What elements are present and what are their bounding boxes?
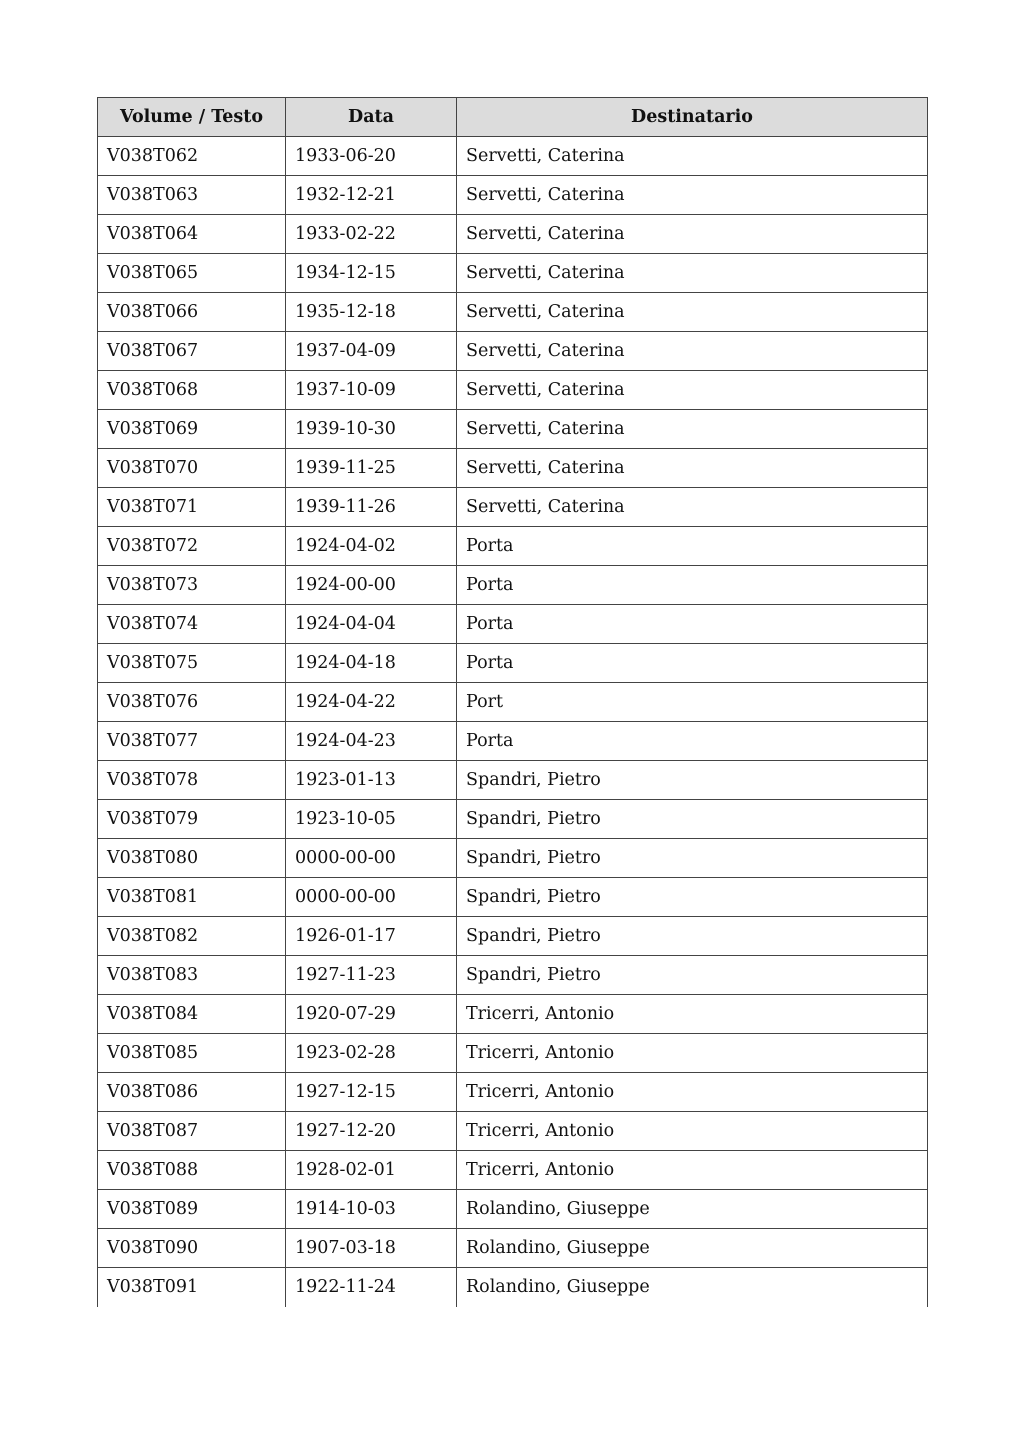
table-row — [98, 527, 928, 566]
table-row — [98, 644, 928, 683]
volume-testo-cell: V038T067 — [98, 332, 286, 371]
table-row — [98, 1034, 928, 1073]
table-row — [98, 683, 928, 722]
table-row — [98, 137, 928, 176]
data-cell: 1939-11-25 — [286, 449, 457, 488]
destinatario-cell: Spandri, Pietro — [457, 839, 928, 878]
destinatario-cell: Servetti, Caterina — [457, 176, 928, 215]
table-row — [98, 176, 928, 215]
table-row — [98, 293, 928, 332]
destinatario-cell: Porta — [457, 722, 928, 761]
volume-testo-cell: V038T075 — [98, 644, 286, 683]
data-cell: 1923-02-28 — [286, 1034, 457, 1073]
table-row — [98, 566, 928, 605]
data-cell: 1933-02-22 — [286, 215, 457, 254]
destinatario-cell: Porta — [457, 605, 928, 644]
volume-testo-cell: V038T081 — [98, 878, 286, 917]
data-cell: 1928-02-01 — [286, 1151, 457, 1190]
destinatario-cell: Rolandino, Giuseppe — [457, 1268, 928, 1307]
data-cell: 0000-00-00 — [286, 878, 457, 917]
destinatario-cell: Rolandino, Giuseppe — [457, 1229, 928, 1268]
data-cell: 1934-12-15 — [286, 254, 457, 293]
table-row — [98, 449, 928, 488]
destinatario-cell: Servetti, Caterina — [457, 137, 928, 176]
table-row — [98, 956, 928, 995]
volume-testo-cell: V038T070 — [98, 449, 286, 488]
volume-testo-cell: V038T072 — [98, 527, 286, 566]
destinatario-cell: Port — [457, 683, 928, 722]
volume-testo-cell: V038T087 — [98, 1112, 286, 1151]
data-cell: 1923-10-05 — [286, 800, 457, 839]
destinatario-cell: Spandri, Pietro — [457, 761, 928, 800]
destinatario-cell: Tricerri, Antonio — [457, 1034, 928, 1073]
table-row — [98, 800, 928, 839]
table-row — [98, 410, 928, 449]
data-cell: 1923-01-13 — [286, 761, 457, 800]
destinatario-cell: Porta — [457, 644, 928, 683]
table-row — [98, 1112, 928, 1151]
destinatario-cell: Tricerri, Antonio — [457, 1073, 928, 1112]
table-row — [98, 605, 928, 644]
data-cell: 1937-10-09 — [286, 371, 457, 410]
destinatario-cell: Servetti, Caterina — [457, 371, 928, 410]
data-cell: 1924-04-23 — [286, 722, 457, 761]
data-cell: 1924-04-18 — [286, 644, 457, 683]
volume-testo-cell: V038T062 — [98, 137, 286, 176]
destinatario-cell: Servetti, Caterina — [457, 293, 928, 332]
table-row — [98, 254, 928, 293]
destinatario-cell: Servetti, Caterina — [457, 449, 928, 488]
table-row — [98, 332, 928, 371]
volume-testo-cell: V038T065 — [98, 254, 286, 293]
data-cell: 1927-11-23 — [286, 956, 457, 995]
table-row — [98, 1073, 928, 1112]
data-cell: 1932-12-21 — [286, 176, 457, 215]
volume-testo-cell: V038T082 — [98, 917, 286, 956]
table-header-row — [98, 98, 928, 137]
table-row — [98, 371, 928, 410]
column-header-volume-testo: Volume / Testo — [98, 98, 286, 137]
destinatario-cell: Servetti, Caterina — [457, 332, 928, 371]
volume-testo-cell: V038T073 — [98, 566, 286, 605]
data-cell: 1914-10-03 — [286, 1190, 457, 1229]
data-cell: 1935-12-18 — [286, 293, 457, 332]
table-row — [98, 215, 928, 254]
volume-testo-cell: V038T085 — [98, 1034, 286, 1073]
table-row — [98, 1229, 928, 1268]
destinatario-cell: Spandri, Pietro — [457, 917, 928, 956]
data-cell: 1907-03-18 — [286, 1229, 457, 1268]
table-row — [98, 1151, 928, 1190]
data-cell: 1939-10-30 — [286, 410, 457, 449]
volume-testo-cell: V038T090 — [98, 1229, 286, 1268]
data-cell: 1922-11-24 — [286, 1268, 457, 1307]
volume-testo-cell: V038T084 — [98, 995, 286, 1034]
destinatario-cell: Tricerri, Antonio — [457, 1112, 928, 1151]
volume-testo-cell: V038T086 — [98, 1073, 286, 1112]
destinatario-cell: Servetti, Caterina — [457, 488, 928, 527]
volume-testo-cell: V038T068 — [98, 371, 286, 410]
data-cell: 1924-04-22 — [286, 683, 457, 722]
destinatario-cell: Rolandino, Giuseppe — [457, 1190, 928, 1229]
data-cell: 0000-00-00 — [286, 839, 457, 878]
destinatario-cell: Servetti, Caterina — [457, 410, 928, 449]
volume-testo-cell: V038T089 — [98, 1190, 286, 1229]
data-cell: 1926-01-17 — [286, 917, 457, 956]
volume-testo-cell: V038T063 — [98, 176, 286, 215]
volume-testo-cell: V038T071 — [98, 488, 286, 527]
volume-testo-cell: V038T064 — [98, 215, 286, 254]
volume-testo-cell: V038T074 — [98, 605, 286, 644]
column-header-data: Data — [286, 98, 457, 137]
column-header-destinatario: Destinatario — [457, 98, 928, 137]
data-cell: 1933-06-20 — [286, 137, 457, 176]
destinatario-cell: Spandri, Pietro — [457, 800, 928, 839]
table-row — [98, 1268, 928, 1307]
data-cell: 1927-12-15 — [286, 1073, 457, 1112]
table-row — [98, 761, 928, 800]
data-cell: 1927-12-20 — [286, 1112, 457, 1151]
table-row — [98, 722, 928, 761]
destinatario-cell: Porta — [457, 566, 928, 605]
destinatario-cell: Spandri, Pietro — [457, 956, 928, 995]
volume-testo-cell: V038T091 — [98, 1268, 286, 1307]
destinatario-cell: Servetti, Caterina — [457, 254, 928, 293]
volume-testo-cell: V038T076 — [98, 683, 286, 722]
volume-testo-cell: V038T079 — [98, 800, 286, 839]
destinatario-cell: Tricerri, Antonio — [457, 995, 928, 1034]
data-cell: 1920-07-29 — [286, 995, 457, 1034]
table-row — [98, 839, 928, 878]
volume-testo-cell: V038T077 — [98, 722, 286, 761]
table-row — [98, 878, 928, 917]
data-cell: 1937-04-09 — [286, 332, 457, 371]
volume-testo-cell: V038T069 — [98, 410, 286, 449]
volume-testo-cell: V038T088 — [98, 1151, 286, 1190]
destinatario-cell: Tricerri, Antonio — [457, 1151, 928, 1190]
table-row — [98, 488, 928, 527]
table-row — [98, 1190, 928, 1229]
data-cell: 1924-00-00 — [286, 566, 457, 605]
volume-testo-cell: V038T066 — [98, 293, 286, 332]
destinatario-cell: Porta — [457, 527, 928, 566]
data-cell: 1939-11-26 — [286, 488, 457, 527]
volume-testo-cell: V038T080 — [98, 839, 286, 878]
destinatario-cell: Spandri, Pietro — [457, 878, 928, 917]
destinatario-cell: Servetti, Caterina — [457, 215, 928, 254]
table-row — [98, 995, 928, 1034]
volume-testo-cell: V038T078 — [98, 761, 286, 800]
table-body — [98, 137, 928, 1307]
volume-testo-cell: V038T083 — [98, 956, 286, 995]
letters-table — [97, 97, 928, 1307]
data-cell: 1924-04-04 — [286, 605, 457, 644]
table-row — [98, 917, 928, 956]
data-cell: 1924-04-02 — [286, 527, 457, 566]
